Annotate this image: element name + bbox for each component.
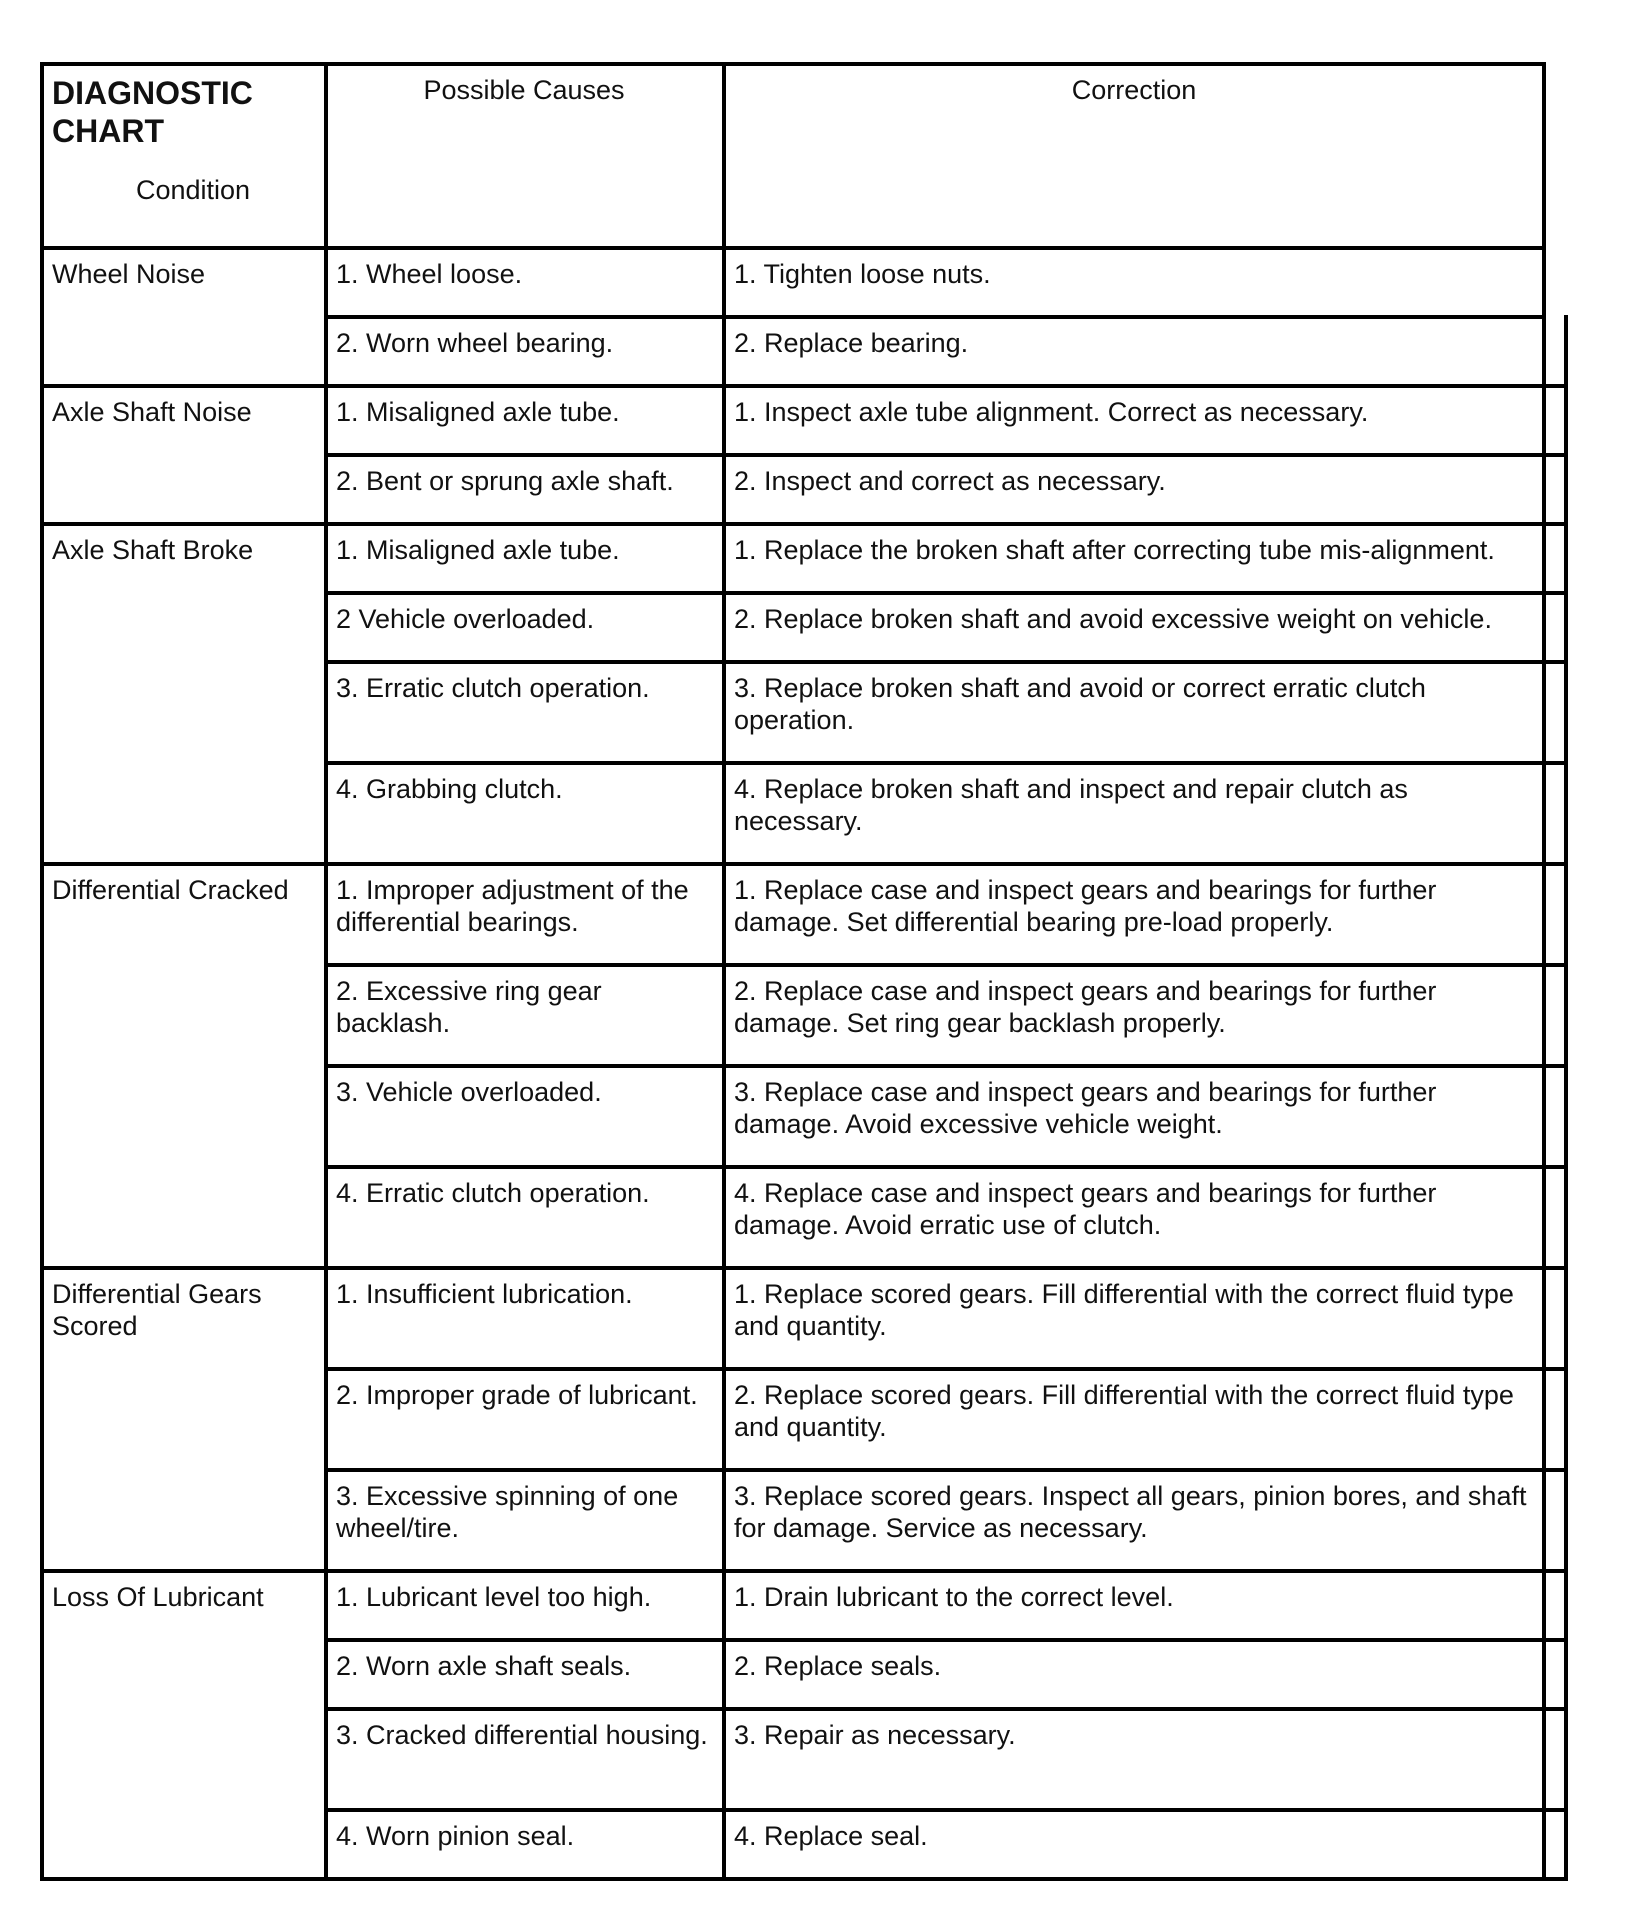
cause-cell: 1. Insufficient lubrication. [336,1279,633,1309]
correction-cell: 3. Replace scored gears. Inspect all gears, pinion bores, and shaft for damage. Service as necessary. [734,1481,1527,1543]
column-divider-1 [324,62,328,1881]
correction-cell: 2. Replace broken shaft and avoid excessive weight on vehicle. [734,604,1492,634]
condition-cell: Axle Shaft Noise [52,397,252,427]
correction-cell: 4. Replace broken shaft and inspect and repair clutch as necessary. [734,774,1408,836]
condition-column-header: Condition [136,175,251,205]
cause-cell: 2. Improper grade of lubricant. [336,1380,698,1410]
column-divider-2 [722,62,726,1881]
correction-cell: 4. Replace seal. [734,1821,928,1851]
cause-cell: 4. Erratic clutch operation. [336,1178,650,1208]
cause-cell: 2. Worn wheel bearing. [336,328,614,358]
causes-column-header: Possible Causes [423,75,625,105]
cause-cell: 1. Improper adjustment of the differential bearings. [336,875,689,937]
cause-cell: 4. Worn pinion seal. [336,1821,575,1851]
cause-cell: 3. Excessive spinning of one wheel/tire. [336,1481,679,1543]
correction-cell: 1. Tighten loose nuts. [734,259,991,289]
cause-cell: 1. Lubricant level too high. [336,1582,652,1612]
condition-cell: Differential Cracked [52,875,289,905]
cause-cell: 3. Vehicle overloaded. [336,1077,602,1107]
cause-cell: 4. Grabbing clutch. [336,774,563,804]
table-border-top [40,62,1546,66]
correction-cell: 2. Replace bearing. [734,328,969,358]
condition-cell: Differential Gears Scored [52,1279,262,1341]
cause-cell: 1. Misaligned axle tube. [336,535,620,565]
group-separator-rule [40,1877,1568,1881]
table-border-right [1542,62,1546,1881]
chart-title: DIAGNOSTIC CHART [52,75,253,149]
condition-cell: Loss Of Lubricant [52,1582,264,1612]
table-border-left [40,62,44,1881]
condition-cell: Axle Shaft Broke [52,535,254,565]
cause-cell: 2. Worn axle shaft seals. [336,1651,632,1681]
correction-cell: 2. Replace seals. [734,1651,942,1681]
cause-cell: 2. Excessive ring gear backlash. [336,976,602,1038]
correction-column-header: Correction [1071,75,1197,105]
correction-cell: 3. Replace broken shaft and avoid or correct erratic clutch operation. [734,673,1426,735]
cause-cell: 1. Misaligned axle tube. [336,397,620,427]
correction-cell: 2. Inspect and correct as necessary. [734,466,1166,496]
cause-cell: 1. Wheel loose. [336,259,523,289]
offset-border-right [1564,315,1568,1881]
cause-cell: 3. Cracked differential housing. [336,1720,708,1750]
correction-cell: 2. Replace case and inspect gears and bearings for further damage. Set ring gear backlash properly. [734,976,1437,1038]
cause-cell: 3. Erratic clutch operation. [336,673,650,703]
correction-cell: 2. Replace scored gears. Fill differential with the correct fluid type and quantity. [734,1380,1514,1442]
correction-cell: 1. Inspect axle tube alignment. Correct as necessary. [734,397,1369,427]
correction-cell: 4. Replace case and inspect gears and bearings for further damage. Avoid erratic use of clutch. [734,1178,1437,1240]
correction-cell: 1. Replace scored gears. Fill differential with the correct fluid type and quantity. [734,1279,1514,1341]
correction-cell: 3. Repair as necessary. [734,1720,1016,1750]
correction-cell: 3. Replace case and inspect gears and bearings for further damage. Avoid excessive vehicle weight. [734,1077,1437,1139]
correction-cell: 1. Replace case and inspect gears and bearings for further damage. Set differential bearing pre-load properly. [734,875,1437,937]
condition-cell: Wheel Noise [52,259,206,289]
correction-cell: 1. Drain lubricant to the correct level. [734,1582,1174,1612]
cause-cell: 2. Bent or sprung axle shaft. [336,466,674,496]
correction-cell: 1. Replace the broken shaft after correcting tube mis-alignment. [734,535,1495,565]
cause-cell: 2 Vehicle overloaded. [336,604,595,634]
header-condition-cell [42,64,324,246]
